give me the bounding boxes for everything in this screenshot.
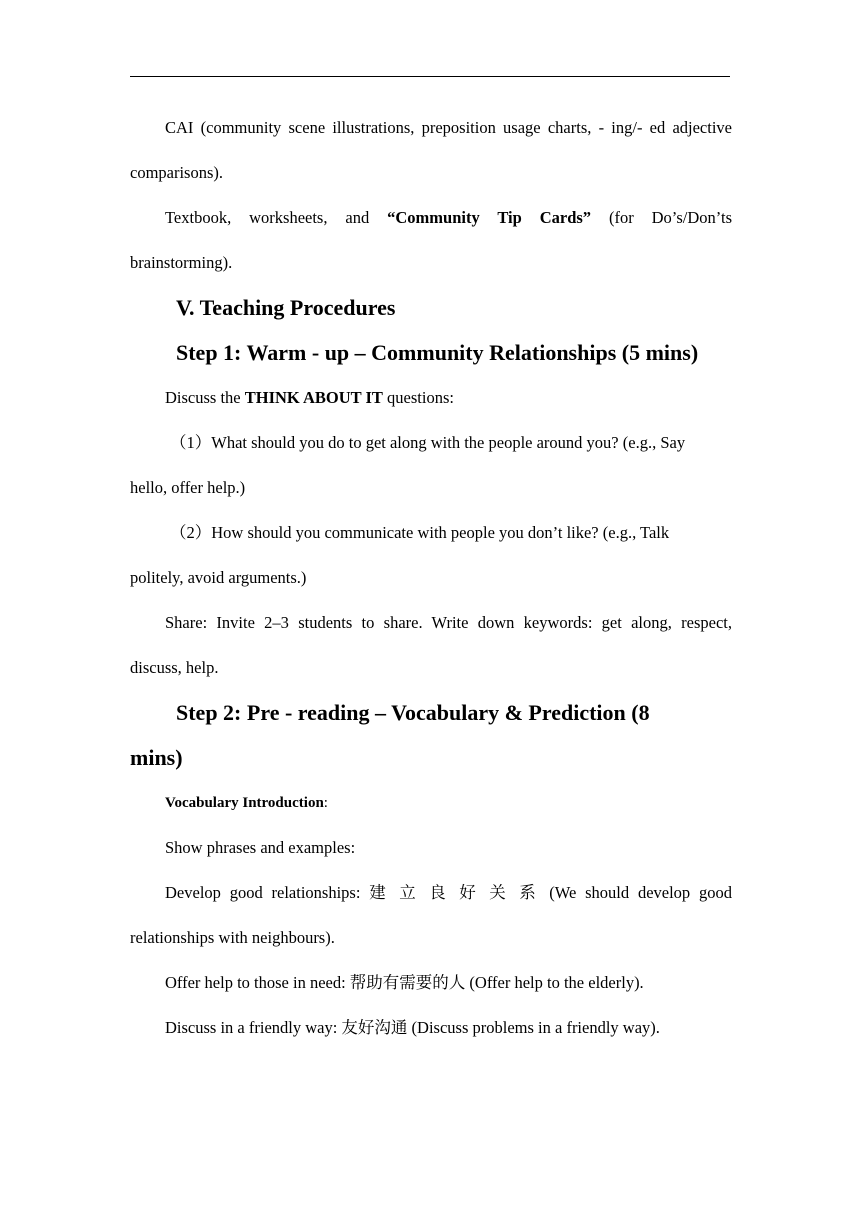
materials-textbook-line1 [165,208,732,228]
share-line2: discuss, help. [130,658,219,677]
vocabulary-introduction [165,793,732,813]
vocabulary-colon: : [323,795,328,811]
header-rule [130,76,730,77]
step1-heading: Step 1: Warm - up – Community Relationships (5 mins) [176,340,699,365]
step1-intro-text: Discuss the [165,388,245,407]
vocabulary-introduction-label: Vocabulary Introduction [165,795,324,811]
question-2-line2: politely, avoid arguments.) [130,568,307,587]
materials-cai-line1: CAI (community scene illustrations, preposition usage charts, - ing/- ed adjective [165,118,732,137]
show-phrases: Show phrases and examples: [165,838,356,857]
vocab-item-1-line2: relationships with neighbours). [130,928,335,947]
vocab-item-2: Offer help to those in need: 帮助有需要的人 (Offer help to the elderly). [165,973,644,992]
vocab-item-3: Discuss in a friendly way: 友好沟通 (Discuss problems in a friendly way). [165,1018,660,1037]
materials-textbook-text: Textbook, worksheets, and [165,208,388,227]
materials-cai-line2: comparisons). [130,163,224,182]
section-title: V. Teaching Procedures [176,295,396,320]
share-line1: Share: Invite 2–3 students to share. Write down keywords: get along, respect, [165,613,732,632]
materials-textbook-tail: (for Do’s/Don’ts [591,208,732,227]
step2-heading-line1: Step 2: Pre - reading – Vocabulary & Prediction (8 [176,700,650,725]
community-tip-cards: “Community Tip Cards” [387,208,592,227]
question-1-line2: hello, offer help.) [130,478,246,497]
step1-intro [165,388,732,408]
think-about-it: THINK ABOUT IT [244,388,383,407]
vocab-item-1-line1: Develop good relationships: 建 立 良 好 关 系 (We should develop good [165,883,732,902]
step1-intro-tail: questions: [382,388,454,407]
question-1-line1: （1）What should you do to get along with the people around you? (e.g., Say [170,433,686,452]
question-2-line1: （2）How should you communicate with people you don’t like? (e.g., Talk [170,523,670,542]
materials-textbook-line2: brainstorming). [130,253,233,272]
step2-heading-line2: mins) [130,745,183,770]
